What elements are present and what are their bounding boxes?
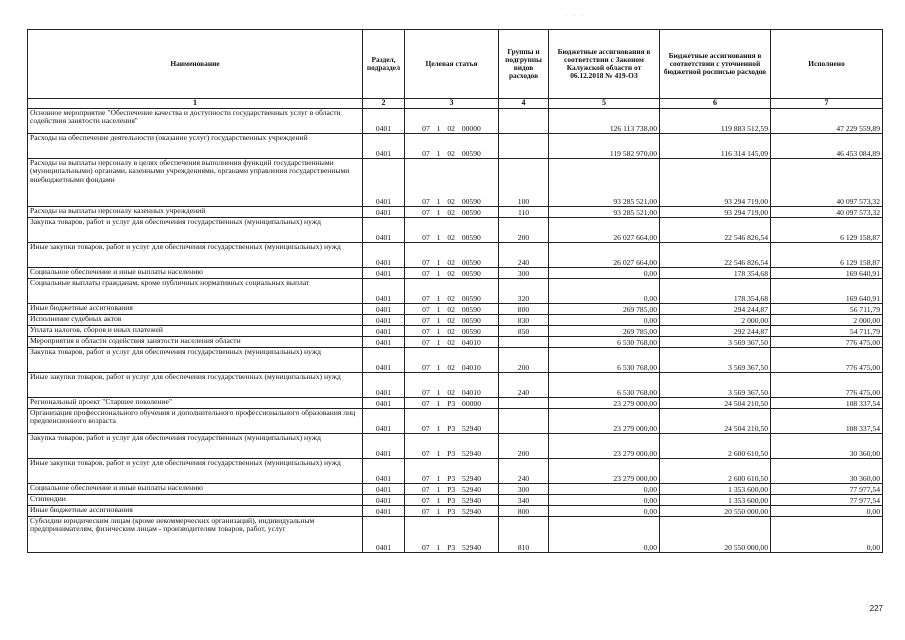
row-target: 07 1 P3 52940 xyxy=(405,506,499,517)
row-group xyxy=(499,409,549,434)
table-row xyxy=(28,517,883,553)
row-section: 0401 xyxy=(363,315,405,326)
row-budget-refined: 22 546 826,54 xyxy=(660,218,771,243)
row-name: Социальное обеспечение и иные выплаты населению xyxy=(28,484,363,495)
row-name: Закупка товаров, работ и услуг для обеспечения государственных (муниципальных) нужд xyxy=(28,348,363,373)
row-target: 07 1 P3 52940 xyxy=(405,517,499,553)
row-group: 830 xyxy=(499,315,549,326)
row-section: 0401 xyxy=(363,207,405,218)
row-budget-law: 6 530 768,00 xyxy=(549,337,660,348)
table-row xyxy=(28,326,883,337)
table-body xyxy=(28,109,883,553)
table-row xyxy=(28,348,883,373)
row-target: 07 1 02 00590 xyxy=(405,134,499,159)
table-row xyxy=(28,268,883,279)
row-budget-law: 93 285 521,00 xyxy=(549,159,660,207)
table-row xyxy=(28,207,883,218)
row-target: 07 1 P3 52940 xyxy=(405,459,499,484)
row-executed: 46 453 084,89 xyxy=(771,134,883,159)
column-number: 4 xyxy=(499,99,549,109)
row-name: Мероприятия в области содействия занятости населения области xyxy=(28,337,363,348)
row-section: 0401 xyxy=(363,459,405,484)
row-name: Основное мероприятие "Обеспечение качества и доступности государственных услуг в области содействия занятости населения" xyxy=(28,109,363,134)
table-row xyxy=(28,398,883,409)
budget-table xyxy=(27,29,883,553)
row-group xyxy=(499,109,549,134)
row-section: 0401 xyxy=(363,268,405,279)
row-name: Исполнение судебных актов xyxy=(28,315,363,326)
row-executed: 56 711,79 xyxy=(771,304,883,315)
row-target: 07 1 02 00590 xyxy=(405,326,499,337)
header-section: Раздел, подраздел xyxy=(363,30,405,99)
row-target: 07 1 02 00590 xyxy=(405,207,499,218)
row-group xyxy=(499,134,549,159)
row-name: Расходы на обеспечение деятельности (оказание услуг) государственных учреждений xyxy=(28,134,363,159)
row-executed: 77 977,54 xyxy=(771,484,883,495)
row-executed: 776 475,00 xyxy=(771,348,883,373)
row-target: 07 1 02 00590 xyxy=(405,279,499,304)
table-row xyxy=(28,459,883,484)
row-executed: 47 229 559,89 xyxy=(771,109,883,134)
row-executed: 6 129 158,87 xyxy=(771,218,883,243)
row-name: Социальные выплаты гражданам, кроме публичных нормативных социальных выплат xyxy=(28,279,363,304)
row-budget-law: 126 113 738,00 xyxy=(549,109,660,134)
row-section: 0401 xyxy=(363,243,405,268)
row-executed: 0,00 xyxy=(771,506,883,517)
row-group xyxy=(499,398,549,409)
row-executed: 108 337,54 xyxy=(771,409,883,434)
row-group: 100 xyxy=(499,159,549,207)
row-section: 0401 xyxy=(363,279,405,304)
row-section: 0401 xyxy=(363,218,405,243)
row-budget-law: 6 530 768,00 xyxy=(549,373,660,398)
table-row xyxy=(28,109,883,134)
row-target: 07 1 02 00590 xyxy=(405,304,499,315)
row-name: Субсидии юридическим лицам (кроме некоммерческих организаций), индивидуальным предпринимателям, физическим лицам - производителям товаров, работ, услуг xyxy=(28,517,363,553)
row-executed: 54 711,79 xyxy=(771,326,883,337)
column-number: 2 xyxy=(363,99,405,109)
row-target: 07 1 02 00000 xyxy=(405,109,499,134)
row-group: 240 xyxy=(499,373,549,398)
row-budget-refined: 24 504 210,50 xyxy=(660,398,771,409)
row-name: Расходы на выплаты персоналу в целях обеспечения выполнения функций государственными (муниципальными) органами, казенными учреждениями, органами управления государственными внебюджетными фондами xyxy=(28,159,363,207)
row-group: 200 xyxy=(499,348,549,373)
row-group: 300 xyxy=(499,268,549,279)
row-group: 240 xyxy=(499,243,549,268)
row-budget-refined: 178 354,68 xyxy=(660,268,771,279)
table-row xyxy=(28,218,883,243)
row-name: Организация профессионального обучения и дополнительного профессионального образования лиц предпенсионного возраста xyxy=(28,409,363,434)
row-section: 0401 xyxy=(363,398,405,409)
table-row xyxy=(28,134,883,159)
row-budget-refined: 93 294 719,00 xyxy=(660,207,771,218)
row-budget-refined: 20 550 000,00 xyxy=(660,506,771,517)
table-row xyxy=(28,304,883,315)
row-name: Иные закупки товаров, работ и услуг для обеспечения государственных (муниципальных) нужд xyxy=(28,243,363,268)
row-section: 0401 xyxy=(363,337,405,348)
row-budget-refined: 2 000,00 xyxy=(660,315,771,326)
row-group: 810 xyxy=(499,517,549,553)
row-budget-law: 26 027 664,00 xyxy=(549,243,660,268)
row-name: Иные бюджетные ассигнования xyxy=(28,304,363,315)
row-target: 07 1 P3 52940 xyxy=(405,495,499,506)
row-executed: 776 475,00 xyxy=(771,373,883,398)
table-row xyxy=(28,495,883,506)
row-executed: 169 640,91 xyxy=(771,268,883,279)
table-row xyxy=(28,337,883,348)
row-target: 07 1 02 00590 xyxy=(405,243,499,268)
row-budget-law: 119 582 970,00 xyxy=(549,134,660,159)
column-number: 6 xyxy=(660,99,771,109)
table-row xyxy=(28,373,883,398)
row-name: Иные закупки товаров, работ и услуг для обеспечения государственных (муниципальных) нужд xyxy=(28,459,363,484)
row-budget-law: 0,00 xyxy=(549,517,660,553)
row-target: 07 1 02 00590 xyxy=(405,159,499,207)
row-executed: 2 000,00 xyxy=(771,315,883,326)
row-name: Закупка товаров, работ и услуг для обеспечения государственных (муниципальных) нужд xyxy=(28,434,363,459)
row-budget-refined: 294 244,87 xyxy=(660,304,771,315)
row-group: 200 xyxy=(499,218,549,243)
row-group: 850 xyxy=(499,326,549,337)
row-group: 200 xyxy=(499,434,549,459)
row-target: 07 1 02 04010 xyxy=(405,348,499,373)
row-name: Социальное обеспечение и иные выплаты населению xyxy=(28,268,363,279)
header-row xyxy=(28,30,883,99)
row-target: 07 1 P3 52940 xyxy=(405,484,499,495)
row-budget-refined: 93 294 719,00 xyxy=(660,159,771,207)
row-section: 0401 xyxy=(363,326,405,337)
row-budget-law: 23 279 000,00 xyxy=(549,409,660,434)
row-budget-law: 0,00 xyxy=(549,495,660,506)
row-executed: 6 129 158,87 xyxy=(771,243,883,268)
row-executed: 40 097 573,32 xyxy=(771,207,883,218)
row-budget-refined: 1 353 600,00 xyxy=(660,495,771,506)
header-budget-refined: Бюджетные ассигнования в соответствии с уточненной бюджетной росписью расходов xyxy=(660,30,771,99)
row-section: 0401 xyxy=(363,134,405,159)
row-budget-law: 0,00 xyxy=(549,268,660,279)
row-section: 0401 xyxy=(363,373,405,398)
row-executed: 40 097 573,32 xyxy=(771,159,883,207)
row-group: 320 xyxy=(499,279,549,304)
row-section: 0401 xyxy=(363,304,405,315)
row-section: 0401 xyxy=(363,506,405,517)
row-executed: 77 977,54 xyxy=(771,495,883,506)
row-name: Стипендии xyxy=(28,495,363,506)
row-executed: 0,00 xyxy=(771,517,883,553)
row-budget-refined: 116 314 145,09 xyxy=(660,134,771,159)
row-budget-law: 93 285 521,00 xyxy=(549,207,660,218)
row-budget-law: 23 279 000,00 xyxy=(549,434,660,459)
row-section: 0401 xyxy=(363,484,405,495)
row-name: Иные закупки товаров, работ и услуг для обеспечения государственных (муниципальных) нужд xyxy=(28,373,363,398)
table-row xyxy=(28,279,883,304)
row-executed: 776 475,00 xyxy=(771,337,883,348)
row-name: Закупка товаров, работ и услуг для обеспечения государственных (муниципальных) нужд xyxy=(28,218,363,243)
row-section: 0401 xyxy=(363,434,405,459)
row-budget-refined: 3 569 367,50 xyxy=(660,348,771,373)
row-section: 0401 xyxy=(363,109,405,134)
row-section: 0401 xyxy=(363,409,405,434)
row-budget-refined: 20 550 000,00 xyxy=(660,517,771,553)
column-number: 1 xyxy=(28,99,363,109)
row-target: 07 1 02 00590 xyxy=(405,268,499,279)
row-budget-law: 0,00 xyxy=(549,506,660,517)
row-target: 07 1 02 00590 xyxy=(405,218,499,243)
row-budget-refined: 119 883 512,59 xyxy=(660,109,771,134)
row-group: 340 xyxy=(499,495,549,506)
row-group: 300 xyxy=(499,484,549,495)
row-name: Расходы на выплаты персоналу казенных учреждений xyxy=(28,207,363,218)
row-section: 0401 xyxy=(363,159,405,207)
row-budget-law: 23 279 000,00 xyxy=(549,459,660,484)
row-budget-law: 0,00 xyxy=(549,279,660,304)
scan-mark: · · · xyxy=(566,13,585,19)
row-budget-law: 23 279 000,00 xyxy=(549,398,660,409)
row-group xyxy=(499,337,549,348)
row-executed: 30 360,00 xyxy=(771,434,883,459)
row-section: 0401 xyxy=(363,348,405,373)
header-executed: Исполнено xyxy=(771,30,883,99)
row-budget-law: 26 027 664,00 xyxy=(549,218,660,243)
row-group: 110 xyxy=(499,207,549,218)
header-target: Целевая статья xyxy=(405,30,499,99)
row-target: 07 1 02 04010 xyxy=(405,373,499,398)
row-budget-law: 6 530 768,00 xyxy=(549,348,660,373)
row-target: 07 1 P3 00000 xyxy=(405,398,499,409)
table-row xyxy=(28,506,883,517)
row-section: 0401 xyxy=(363,517,405,553)
table-row xyxy=(28,484,883,495)
column-number-row xyxy=(28,99,883,109)
table-row xyxy=(28,409,883,434)
row-budget-refined: 178 354,68 xyxy=(660,279,771,304)
row-section: 0401 xyxy=(363,495,405,506)
row-budget-refined: 24 504 210,50 xyxy=(660,409,771,434)
row-budget-law: 0,00 xyxy=(549,315,660,326)
row-executed: 169 640,91 xyxy=(771,279,883,304)
header-groups: Группы и подгруппы видов расходов xyxy=(499,30,549,99)
column-number: 5 xyxy=(549,99,660,109)
row-budget-refined: 2 600 610,50 xyxy=(660,459,771,484)
row-executed: 108 337,54 xyxy=(771,398,883,409)
row-group: 240 xyxy=(499,459,549,484)
header-name: Наименование xyxy=(28,30,363,99)
row-budget-law: 269 785,00 xyxy=(549,326,660,337)
table-row xyxy=(28,434,883,459)
table-row xyxy=(28,315,883,326)
row-name: Уплата налогов, сборов и иных платежей xyxy=(28,326,363,337)
row-budget-law: 0,00 xyxy=(549,484,660,495)
row-name: Иные бюджетные ассигнования xyxy=(28,506,363,517)
row-target: 07 1 02 04010 xyxy=(405,337,499,348)
row-target: 07 1 02 00590 xyxy=(405,315,499,326)
column-number: 7 xyxy=(771,99,883,109)
row-target: 07 1 P3 52940 xyxy=(405,409,499,434)
row-group: 800 xyxy=(499,304,549,315)
row-budget-refined: 292 244,87 xyxy=(660,326,771,337)
row-budget-refined: 22 546 826,54 xyxy=(660,243,771,268)
page-number: 227 xyxy=(869,604,883,613)
row-target: 07 1 P3 52940 xyxy=(405,434,499,459)
header-budget-law: Бюджетные ассигнования в соответствии с Законом Калужской области от 06.12.2018 № 419-ОЗ xyxy=(549,30,660,99)
column-number: 3 xyxy=(405,99,499,109)
row-budget-refined: 2 600 610,50 xyxy=(660,434,771,459)
row-group: 800 xyxy=(499,506,549,517)
row-name: Региональный проект "Старшее поколение" xyxy=(28,398,363,409)
row-budget-refined: 1 353 600,00 xyxy=(660,484,771,495)
table-row xyxy=(28,159,883,207)
row-budget-refined: 3 569 367,50 xyxy=(660,373,771,398)
row-executed: 30 360,00 xyxy=(771,459,883,484)
row-budget-law: 269 785,00 xyxy=(549,304,660,315)
table-row xyxy=(28,243,883,268)
row-budget-refined: 3 569 367,50 xyxy=(660,337,771,348)
